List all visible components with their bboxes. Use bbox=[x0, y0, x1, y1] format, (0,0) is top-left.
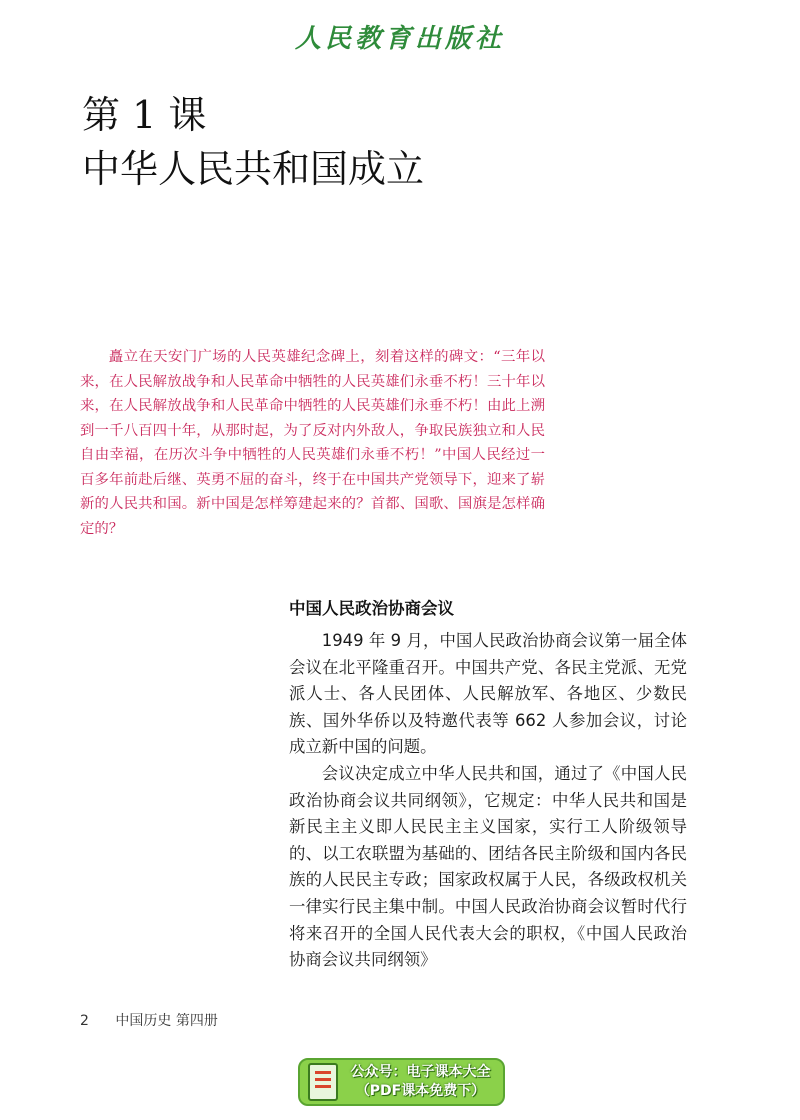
intro-paragraph: 矗立在天安门广场的人民英雄纪念碑上，刻着这样的碑文：“三年以来，在人民解放战争和人民革命中牺牲的人民英雄们永垂不朽！三十年以来，在人民解放战争和人民革命中牺牲的人民英雄们永垂不朽！由此上溯到一千八百四十年，从那时起，为了反对内外敌人，争取民族独立和人民自由幸福，在历次斗争中牺牲的人民英雄们永垂不朽！”中国人民经过一百多年前赴后继、英勇不屈的奋斗，终于在中国共产党领导下，迎来了崭新的人民共和国。新中国是怎样筹建起来的？首都、国歌、国旗是怎样确定的？ bbox=[80, 349, 545, 537]
section-cppcc bbox=[289, 596, 687, 974]
banner-text bbox=[338, 1063, 503, 1101]
banner-line-2: （PDF课本免费下） bbox=[355, 1083, 486, 1099]
section-heading: 中国人民政治协商会议 bbox=[289, 599, 454, 618]
lesson-intro bbox=[80, 345, 545, 541]
page-footer bbox=[80, 1010, 218, 1030]
publisher-logo: 人民教育出版社 bbox=[294, 24, 505, 54]
page-number: 2 bbox=[80, 1013, 89, 1029]
lesson-title: 中华人民共和国成立 bbox=[82, 147, 425, 191]
book-icon bbox=[308, 1063, 338, 1101]
book-title: 中国历史 第四册 bbox=[115, 1013, 218, 1029]
section-paragraph-2: 会议决定成立中华人民共和国，通过了《中国人民政治协商会议共同纲领》，它规定：中华人民共和国是新民主主义即人民民主主义国家，实行工人阶级领导的、以工农联盟为基础的、团结各民主阶级和国内各民族的人民民主专政；国家政权属于人民，各级政权机关一律实行民主集中制。中国人民政治协商会议暂时代行将来召开的全国人民代表大会的职权，《中国人民政治协商会议共同纲领》 bbox=[289, 763, 687, 970]
section-paragraph-1: 1949 年 9 月，中国人民政治协商会议第一届全体会议在北平隆重召开。中国共产党、各民主党派、无党派人士、各人民团体、人民解放军、各地区、少数民族、国外华侨以及特邀代表等 662 人参加会议，讨论成立新中国的问题。 bbox=[289, 631, 687, 757]
banner-line-1: 公众号：电子课本大全 bbox=[350, 1064, 491, 1080]
watermark-banner bbox=[298, 1058, 505, 1106]
lesson-number: 第 1 课 bbox=[82, 93, 207, 137]
